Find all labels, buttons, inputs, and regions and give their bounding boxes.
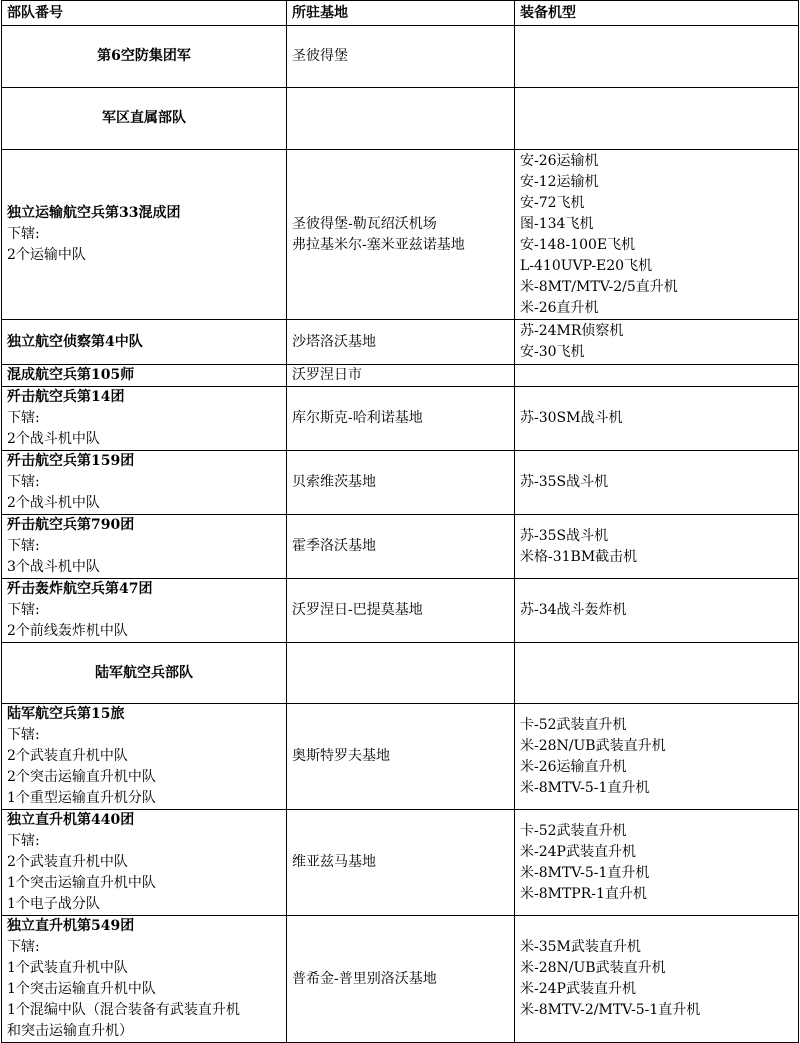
unit-name: 歼击航空兵第14团	[7, 389, 125, 405]
base-cell	[287, 916, 515, 1043]
equipment-cell	[515, 387, 799, 451]
table-row	[2, 704, 799, 810]
subordinate-line: 下辖:	[7, 538, 40, 554]
equipment-cell	[515, 26, 799, 88]
equipment-line: 米-35M武装直升机	[520, 939, 641, 955]
base-cell	[287, 387, 515, 451]
equipment-line: 米-28N/UB武装直升机	[520, 960, 666, 976]
subordinate-line: 2个武装直升机中队	[7, 854, 128, 870]
table-row	[2, 579, 799, 643]
equipment-line: 米-8MTPR-1直升机	[520, 885, 647, 902]
base-line: 贝索维茨基地	[292, 474, 376, 490]
subordinate-line: 下辖:	[7, 226, 40, 242]
equipment-line: 安-30飞机	[520, 344, 585, 360]
equipment-line: 米-26运输直升机	[520, 758, 627, 775]
unit-cell	[2, 579, 287, 643]
unit-cell	[2, 643, 287, 704]
equipment-line: 安-12运输机	[520, 173, 599, 190]
header-row	[2, 1, 799, 26]
base-line: 普希金-普里别洛沃基地	[292, 970, 437, 987]
unit-cell	[2, 365, 287, 387]
section-row	[2, 26, 799, 88]
equipment-line: 米-24P武装直升机	[520, 843, 636, 860]
subordinate-line: 2个前线轰炸机中队	[7, 623, 128, 639]
equipment-line: 图-134飞机	[520, 215, 594, 232]
table-row	[2, 916, 799, 1043]
subordinate-line: 2个运输中队	[7, 247, 86, 263]
unit-cell	[2, 515, 287, 579]
table-row	[2, 320, 799, 365]
table-row	[2, 515, 799, 579]
base-line: 沃罗涅日市	[292, 367, 362, 383]
unit-cell	[2, 704, 287, 810]
subordinate-line: 和突击运输直升机）	[7, 1023, 133, 1039]
subordinate-line: 2个武装直升机中队	[7, 748, 128, 764]
base-cell	[287, 643, 515, 704]
equipment-line: 安-72飞机	[520, 194, 585, 211]
base-line: 维亚兹马基地	[292, 854, 376, 870]
equipment-line: L-410UVP-E20飞机	[520, 257, 653, 274]
unit-name: 独立运输航空兵第33混成团	[7, 205, 181, 221]
section-row	[2, 88, 799, 150]
header-equipment: 装备机型	[515, 1, 799, 26]
equipment-line: 米-24P武装直升机	[520, 981, 636, 997]
base-cell	[287, 704, 515, 810]
subordinate-line: 下辖:	[7, 474, 40, 490]
unit-name: 独立直升机第549团	[7, 918, 135, 934]
base-cell	[287, 365, 515, 387]
subordinate-line: 下辖:	[7, 602, 40, 618]
unit-cell	[2, 916, 287, 1043]
base-cell	[287, 320, 515, 365]
equipment-line: 苏-24MR侦察机	[520, 323, 624, 339]
equipment-line: 安-26运输机	[520, 152, 599, 169]
subordinate-line: 1个混编中队（混合装备有武装直升机	[7, 1002, 240, 1018]
base-line: 沃罗涅日-巴提莫基地	[292, 602, 423, 618]
equipment-cell	[515, 88, 799, 150]
unit-name: 歼击航空兵第790团	[7, 517, 135, 533]
base-cell	[287, 150, 515, 320]
subordinate-line: 下辖:	[7, 833, 40, 849]
equipment-line: 米-8MT/MTV-2/5直升机	[520, 278, 678, 295]
equipment-cell	[515, 515, 799, 579]
unit-cell	[2, 387, 287, 451]
base-line: 奥斯特罗夫基地	[292, 748, 390, 764]
equipment-line: 安-148-100E飞机	[520, 236, 636, 253]
equipment-cell	[515, 365, 799, 387]
equipment-cell	[515, 704, 799, 810]
unit-name: 独立直升机第440团	[7, 812, 135, 828]
equipment-line: 米-26直升机	[520, 299, 599, 316]
subordinate-line: 2个战斗机中队	[7, 431, 100, 447]
equipment-line: 苏-35S战斗机	[520, 527, 609, 544]
subordinate-line: 下辖:	[7, 410, 40, 426]
base-line: 霍季洛沃基地	[292, 538, 376, 554]
subordinate-line: 下辖:	[7, 939, 40, 955]
equipment-line: 苏-35S战斗机	[520, 474, 609, 490]
table-row	[2, 150, 799, 320]
unit-name: 歼击轰炸航空兵第47团	[7, 581, 153, 597]
equipment-cell	[515, 810, 799, 916]
header-unit: 部队番号	[2, 1, 287, 26]
base-line: 库尔斯克-哈利诺基地	[292, 410, 423, 426]
unit-cell	[2, 810, 287, 916]
subordinate-line: 3个战斗机中队	[7, 559, 100, 575]
equipment-cell	[515, 579, 799, 643]
subordinate-line: 1个突击运输直升机中队	[7, 875, 156, 891]
base-line: 弗拉基米尔-塞米亚兹诺基地	[292, 236, 465, 253]
equipment-cell	[515, 150, 799, 320]
base-cell	[287, 451, 515, 515]
unit-name: 军区直属部队	[102, 110, 186, 126]
subordinate-line: 1个电子战分队	[7, 896, 100, 912]
equipment-cell	[515, 916, 799, 1043]
equipment-line: 米格-31BM截击机	[520, 548, 638, 565]
base-cell	[287, 26, 515, 88]
base-line: 圣彼得堡	[292, 48, 348, 64]
unit-cell	[2, 451, 287, 515]
header-base: 所驻基地	[287, 1, 515, 26]
unit-name: 独立航空侦察第4中队	[7, 333, 143, 350]
base-line: 沙塔洛沃基地	[292, 333, 376, 350]
subordinate-line: 2个突击运输直升机中队	[7, 769, 156, 785]
equipment-line: 米-8MTV-5-1直升机	[520, 864, 650, 881]
subordinate-line: 2个战斗机中队	[7, 495, 100, 511]
base-line: 圣彼得堡-勒瓦绍沃机场	[292, 215, 437, 232]
unit-cell	[2, 320, 287, 365]
units-table	[1, 0, 799, 1043]
base-cell	[287, 810, 515, 916]
unit-name: 陆军航空兵部队	[95, 664, 193, 681]
table-body	[2, 26, 799, 1043]
equipment-line: 卡-52武装直升机	[520, 716, 627, 733]
equipment-line: 卡-52武装直升机	[520, 822, 627, 839]
table-row	[2, 451, 799, 515]
subordinate-line: 1个重型运输直升机分队	[7, 790, 156, 806]
section-row	[2, 643, 799, 704]
equipment-line: 苏-34战斗轰炸机	[520, 602, 627, 618]
subordinate-line: 下辖:	[7, 727, 40, 743]
table-row	[2, 387, 799, 451]
unit-cell	[2, 88, 287, 150]
equipment-line: 苏-30SM战斗机	[520, 410, 623, 426]
equipment-line: 米-8MTV-5-1直升机	[520, 779, 650, 796]
unit-name: 歼击航空兵第159团	[7, 453, 135, 469]
unit-name: 陆军航空兵第15旅	[7, 706, 125, 722]
unit-cell	[2, 26, 287, 88]
base-cell	[287, 515, 515, 579]
equipment-line: 米-28N/UB武装直升机	[520, 737, 666, 754]
subordinate-line: 1个突击运输直升机中队	[7, 981, 156, 997]
unit-name: 第6空防集团军	[97, 48, 191, 64]
equipment-cell	[515, 451, 799, 515]
table-row	[2, 810, 799, 916]
unit-name: 混成航空兵第105师	[7, 367, 135, 383]
base-cell	[287, 88, 515, 150]
base-cell	[287, 579, 515, 643]
unit-cell	[2, 150, 287, 320]
table-row	[2, 365, 799, 387]
equipment-line: 米-8MTV-2/MTV-5-1直升机	[520, 1002, 701, 1018]
equipment-cell	[515, 643, 799, 704]
equipment-cell	[515, 320, 799, 365]
subordinate-line: 1个武装直升机中队	[7, 960, 128, 976]
